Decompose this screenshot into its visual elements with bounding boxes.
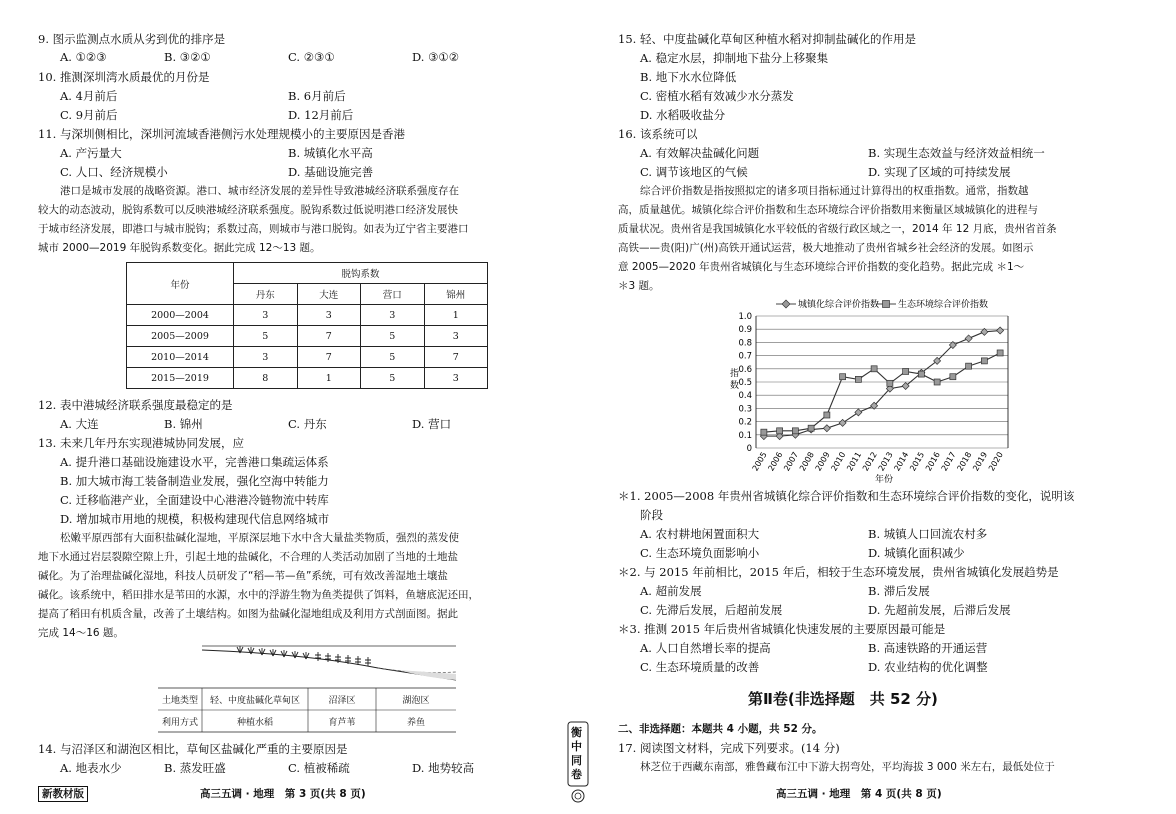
q16-option-b: B. 实现生态效益与经济效益相统一 xyxy=(868,146,1045,160)
diagram-rice-use: 种植水稻 xyxy=(236,718,274,728)
x-tick-label: 2017 xyxy=(939,450,958,473)
q12-option-d: D. 营口 xyxy=(412,417,452,431)
q11-stem: 11. 与深圳侧相比，深圳河流域香港侧污水处理规模小的主要原因是香港 xyxy=(38,127,405,141)
y-tick-label: 0 xyxy=(746,444,752,454)
table-header-group: 脱钩系数 xyxy=(234,263,488,284)
q16-option-d: D. 实现了区域的可持续发展 xyxy=(868,165,1011,179)
table-cell: 2000—2004 xyxy=(127,305,234,326)
q14-stem: 14. 与沼泽区和湖泡区相比，草甸区盐碱化严重的主要原因是 xyxy=(38,742,348,756)
decoupling-table xyxy=(126,262,488,389)
data-point-diamond xyxy=(823,425,830,432)
table-cell: 2005—2009 xyxy=(127,326,234,347)
edition-badge: 新教材版 xyxy=(38,786,88,802)
passage2-line3: 碱化。为了治理盐碱化湿地，科技人员研发了“稻—苇—鱼”系统，可有效改善湿地土壤盐 xyxy=(38,570,448,582)
passage3-line2: 高，质量越优。城镇化综合评价指数和生态环境综合评价指数用来衡量区域城镇化的进程与 xyxy=(618,204,1038,216)
q12-option-c: C. 丹东 xyxy=(288,417,327,431)
x-tick-label: 2005 xyxy=(750,450,769,473)
data-point-square xyxy=(871,366,877,372)
data-point-square xyxy=(777,428,783,434)
q9-option-a: A. ①②③ xyxy=(60,50,107,64)
table-col-jinzhou: 锦州 xyxy=(424,284,488,305)
passage3-line1: 综合评价指数是指按照拟定的诸多项目指标通过计算得出的权重指数。通常，指数越 xyxy=(640,185,1029,197)
table-col-yingkou: 营口 xyxy=(361,284,425,305)
data-point-square xyxy=(966,363,972,369)
x-tick-label: 2015 xyxy=(908,450,927,473)
wetland-profile-diagram xyxy=(158,644,468,734)
q10-option-c: C. 9月前后 xyxy=(60,108,118,122)
q11-option-a: A. 产污量大 xyxy=(60,146,122,160)
table-row xyxy=(127,368,488,389)
x-tick-label: 2020 xyxy=(986,450,1005,473)
q12-stem: 12. 表中港城经济联系强度最稳定的是 xyxy=(38,398,233,412)
x-tick-label: 2014 xyxy=(892,450,911,473)
q13-option-b: B. 加大城市海工装备制造业发展，强化空海中转能力 xyxy=(60,474,329,488)
part2-title: 第Ⅱ卷(非选择题 共 52 分) xyxy=(748,690,938,708)
chart-legend xyxy=(776,298,988,310)
table-cell: 2010—2014 xyxy=(127,347,234,368)
data-point-diamond xyxy=(965,335,972,342)
series-line-1 xyxy=(764,331,1000,437)
q11-option-d: D. 基础设施完善 xyxy=(288,165,374,179)
table-cell: 7 xyxy=(297,347,361,368)
diagram-swamp-label: 沼泽区 xyxy=(328,696,356,706)
x-tick-label: 2011 xyxy=(845,450,864,473)
qs2-option-a: A. 超前发展 xyxy=(640,584,702,598)
center-stamp xyxy=(566,720,590,804)
qs2-option-b: B. 滞后发展 xyxy=(868,584,930,598)
q10-option-a: A. 4月前后 xyxy=(60,89,118,103)
data-point-diamond xyxy=(855,409,862,416)
x-tick-label: 2016 xyxy=(923,450,942,473)
data-point-square xyxy=(950,374,956,380)
passage1-line4: 城市 2000—2019 年脱钩系数变化。据此完成 12～13 题。 xyxy=(38,242,321,254)
qs1-option-d: D. 城镇化面积减少 xyxy=(868,546,965,560)
table-cell: 1 xyxy=(297,368,361,389)
table-cell: 1 xyxy=(424,305,488,326)
y-axis-label-part2: 数 xyxy=(730,381,740,391)
passage2-line2: 地下水通过岩层裂隙空隙上升，引起土地的盐碱化，不合理的人类活动加剧了当地的土地盐 xyxy=(38,551,458,563)
table-cell: 7 xyxy=(424,347,488,368)
diagram-lake-label: 湖泡区 xyxy=(402,696,430,706)
data-point-square xyxy=(761,429,767,435)
qs3-option-a: A. 人口自然增长率的提高 xyxy=(640,641,771,655)
x-axis-label: 年份 xyxy=(874,475,894,485)
q12-option-b: B. 锦州 xyxy=(164,417,203,431)
qs3-option-d: D. 农业结构的优化调整 xyxy=(868,660,988,674)
q11-option-c: C. 人口、经济规模小 xyxy=(60,165,168,179)
table-cell: 5 xyxy=(361,368,425,389)
urbanization-ecology-chart xyxy=(716,296,1018,486)
q14-option-a: A. 地表水少 xyxy=(60,761,122,775)
table-cell: 2015—2019 xyxy=(127,368,234,389)
q9-stem: 9. 图示监测点水质从劣到优的排序是 xyxy=(38,32,226,46)
passage3-line6: ＊3 题。 xyxy=(618,280,660,292)
y-tick-label: 0.1 xyxy=(738,430,752,441)
q13-option-a: A. 提升港口基础设施建设水平，完善港口集疏运体系 xyxy=(60,455,329,469)
stamp-text: 衡中同卷 xyxy=(571,726,582,781)
q14-option-b: B. 蒸发旺盛 xyxy=(164,761,226,775)
diagram-row2-label: 利用方式 xyxy=(161,718,199,728)
table-cell: 5 xyxy=(234,326,298,347)
passage1-line1: 港口是城市发展的战略资源。港口、城市经济发展的差异性导致港城经济联系强度存在 xyxy=(60,185,459,197)
table-cell: 3 xyxy=(424,368,488,389)
data-point-square xyxy=(934,379,940,385)
qs1-option-a: A. 农村耕地闲置面积大 xyxy=(640,527,760,541)
q14-option-d: D. 地势较高 xyxy=(412,761,475,775)
qs3-option-b: B. 高速铁路的开通运营 xyxy=(868,641,988,655)
table-row xyxy=(127,347,488,368)
qs1-stem-cont: 阶段 xyxy=(640,508,663,522)
q17-text: 林芝位于西藏东南部，雅鲁藏布江中下游大拐弯处，平均海拔 3 000 米左右，最低处位于 xyxy=(640,761,1055,773)
qs2-stem: ＊2. 与 2015 年前相比，2015 年后，相较于生态环境发展，贵州省城镇化发展趋势是 xyxy=(618,565,1059,579)
table-cell: 3 xyxy=(424,326,488,347)
table-cell: 3 xyxy=(234,305,298,326)
data-point-square xyxy=(981,358,987,364)
q13-option-c: C. 迁移临港产业，全面建设中心港港冷链物流中转库 xyxy=(60,493,329,507)
page3-footer: 高三五调 · 地理 第 3 页(共 8 页) xyxy=(200,788,366,800)
y-tick-label: 1.0 xyxy=(738,312,752,322)
table-cell: 3 xyxy=(297,305,361,326)
q16-option-c: C. 调节该地区的气候 xyxy=(640,165,748,179)
data-point-square xyxy=(840,374,846,380)
table-cell: 7 xyxy=(297,326,361,347)
data-point-square xyxy=(808,425,814,431)
qs1-option-b: B. 城镇人口回流农村多 xyxy=(868,527,988,541)
x-tick-label: 2018 xyxy=(955,450,974,473)
y-axis-label-part1: 指 xyxy=(730,369,740,379)
y-tick-label: 0.2 xyxy=(738,417,752,428)
data-point-square xyxy=(997,350,1003,356)
q15-option-a: A. 稳定水层，抑制地下盐分上移聚集 xyxy=(640,51,829,65)
table-cell: 3 xyxy=(361,305,425,326)
passage2-line4: 碱化。该系统中，稻田排水是苇田的水源，水中的浮游生物为鱼类提供了饵料，鱼塘底泥还田， xyxy=(38,589,479,601)
q13-option-d: D. 增加城市用地的规模，积极构建现代信息网络城市 xyxy=(60,512,330,526)
q13-stem: 13. 未来几年丹东实现港城协同发展，应 xyxy=(38,436,244,450)
qs2-option-d: D. 先超前发展，后滞后发展 xyxy=(868,603,1011,617)
page4-footer: 高三五调 · 地理 第 4 页(共 8 页) xyxy=(776,788,942,800)
table-col-dandong: 丹东 xyxy=(234,284,298,305)
passage3-line3: 质量状况。贵州省是我国城镇化水平较低的省级行政区域之一，2014 年 12 月底，贵州省首条 xyxy=(618,223,1057,235)
diagram-row1-label: 土地类型 xyxy=(161,696,199,706)
passage2-line1: 松嫩平原西部有大面积盐碱化湿地，平原深层地下水中含大量盐类物质，强烈的蒸发使 xyxy=(60,532,459,544)
q14-option-c: C. 植被稀疏 xyxy=(288,761,350,775)
data-point-diamond xyxy=(839,419,846,426)
qs1-stem: ＊1. 2005—2008 年贵州省城镇化综合评价指数和生态环境综合评价指数的变化，说明该 xyxy=(618,489,1075,503)
q16-option-a: A. 有效解决盐碱化问题 xyxy=(640,146,760,160)
y-tick-label: 0.5 xyxy=(738,378,752,388)
q10-stem: 10. 推测深圳湾水质最优的月份是 xyxy=(38,70,210,84)
x-tick-label: 2019 xyxy=(971,450,990,473)
y-tick-label: 0.3 xyxy=(738,404,752,415)
q9-option-c: C. ②③① xyxy=(288,50,335,64)
series-line-2 xyxy=(764,353,1000,432)
q15-option-b: B. 地下水水位降低 xyxy=(640,70,737,84)
data-point-square xyxy=(887,380,893,386)
q16-stem: 16. 该系统可以 xyxy=(618,127,698,141)
passage3-line5: 意 2005—2020 年贵州省城镇化与生态环境综合评价指数的变化趋势。据此完成 ＊1～ xyxy=(618,261,1025,273)
q9-option-d: D. ③①② xyxy=(412,50,460,64)
q12-option-a: A. 大连 xyxy=(60,417,99,431)
table-cell: 5 xyxy=(361,326,425,347)
table-cell: 3 xyxy=(234,347,298,368)
table-row xyxy=(127,305,488,326)
y-tick-label: 0.8 xyxy=(738,338,752,349)
x-tick-label: 2013 xyxy=(876,450,895,473)
legend-urbanization: 城镇化综合评价指数 xyxy=(798,300,880,310)
table-cell: 8 xyxy=(234,368,298,389)
y-tick-label: 0.4 xyxy=(738,391,752,402)
x-tick-label: 2010 xyxy=(829,450,848,473)
qs3-option-c: C. 生态环境质量的改善 xyxy=(640,660,760,674)
passage2-line5: 提高了稻田有机质含量，改善了土壤结构。如图为盐碱化湿地组成及利用方式剖面图。据此 xyxy=(38,608,458,620)
q15-option-d: D. 水稻吸收盐分 xyxy=(640,108,726,122)
passage3-line4: 高铁——贵(阳)广(州)高铁开通试运营，极大地推动了贵州省城乡社会经济的发展。如图示 xyxy=(618,242,1034,254)
x-tick-label: 2012 xyxy=(860,450,879,473)
q10-option-d: D. 12月前后 xyxy=(288,108,354,122)
table-header-year: 年份 xyxy=(127,263,234,305)
data-point-square xyxy=(792,428,798,434)
data-point-square xyxy=(824,412,830,418)
diagram-meadow-label: 轻、中度盐碱化草甸区 xyxy=(209,696,301,706)
y-tick-label: 0.7 xyxy=(738,351,752,362)
x-tick-label: 2009 xyxy=(813,450,832,473)
y-tick-label: 0.9 xyxy=(738,325,752,336)
x-tick-label: 2007 xyxy=(782,450,801,473)
qs3-stem: ＊3. 推测 2015 年后贵州省城镇化快速发展的主要原因最可能是 xyxy=(618,622,946,636)
x-tick-label: 2008 xyxy=(797,450,816,473)
diagram-fish-use: 养鱼 xyxy=(406,718,426,728)
data-point-square xyxy=(903,368,909,374)
qs1-option-c: C. 生态环境负面影响小 xyxy=(640,546,760,560)
y-tick-label: 0.6 xyxy=(738,364,752,375)
data-point-diamond xyxy=(997,327,1004,334)
passage2-line6: 完成 14～16 题。 xyxy=(38,627,124,639)
legend-ecology: 生态环境综合评价指数 xyxy=(898,300,989,310)
q9-option-b: B. ③②① xyxy=(164,50,211,64)
qs2-option-c: C. 先滞后发展，后超前发展 xyxy=(640,603,783,617)
data-point-square xyxy=(918,371,924,377)
data-point-square xyxy=(855,376,861,382)
table-col-dalian: 大连 xyxy=(297,284,361,305)
q15-option-c: C. 密植水稻有效减少水分蒸发 xyxy=(640,89,794,103)
table-row xyxy=(127,326,488,347)
q15-stem: 15. 轻、中度盐碱化草甸区种植水稻对抑制盐碱化的作用是 xyxy=(618,32,916,46)
passage1-line3: 于城市经济发展，即港口与城市脱钩；系数过高，则城市与港口脱钩。如表为辽宁省主要港口 xyxy=(38,223,469,235)
q11-option-b: B. 城镇化水平高 xyxy=(288,146,373,160)
x-tick-label: 2006 xyxy=(766,450,785,473)
section2-heading: 二、非选择题：本题共 4 小题，共 52 分。 xyxy=(618,723,823,735)
q17-stem: 17. 阅读图文材料，完成下列要求。(14 分) xyxy=(618,741,840,755)
passage1-line2: 较大的动态波动，脱钩系数可以反映港城经济联系强度。脱钩系数过低说明港口经济发展快 xyxy=(38,204,458,216)
q10-option-b: B. 6月前后 xyxy=(288,89,346,103)
table-cell: 5 xyxy=(361,347,425,368)
diagram-reed-use: 育芦苇 xyxy=(328,718,356,728)
